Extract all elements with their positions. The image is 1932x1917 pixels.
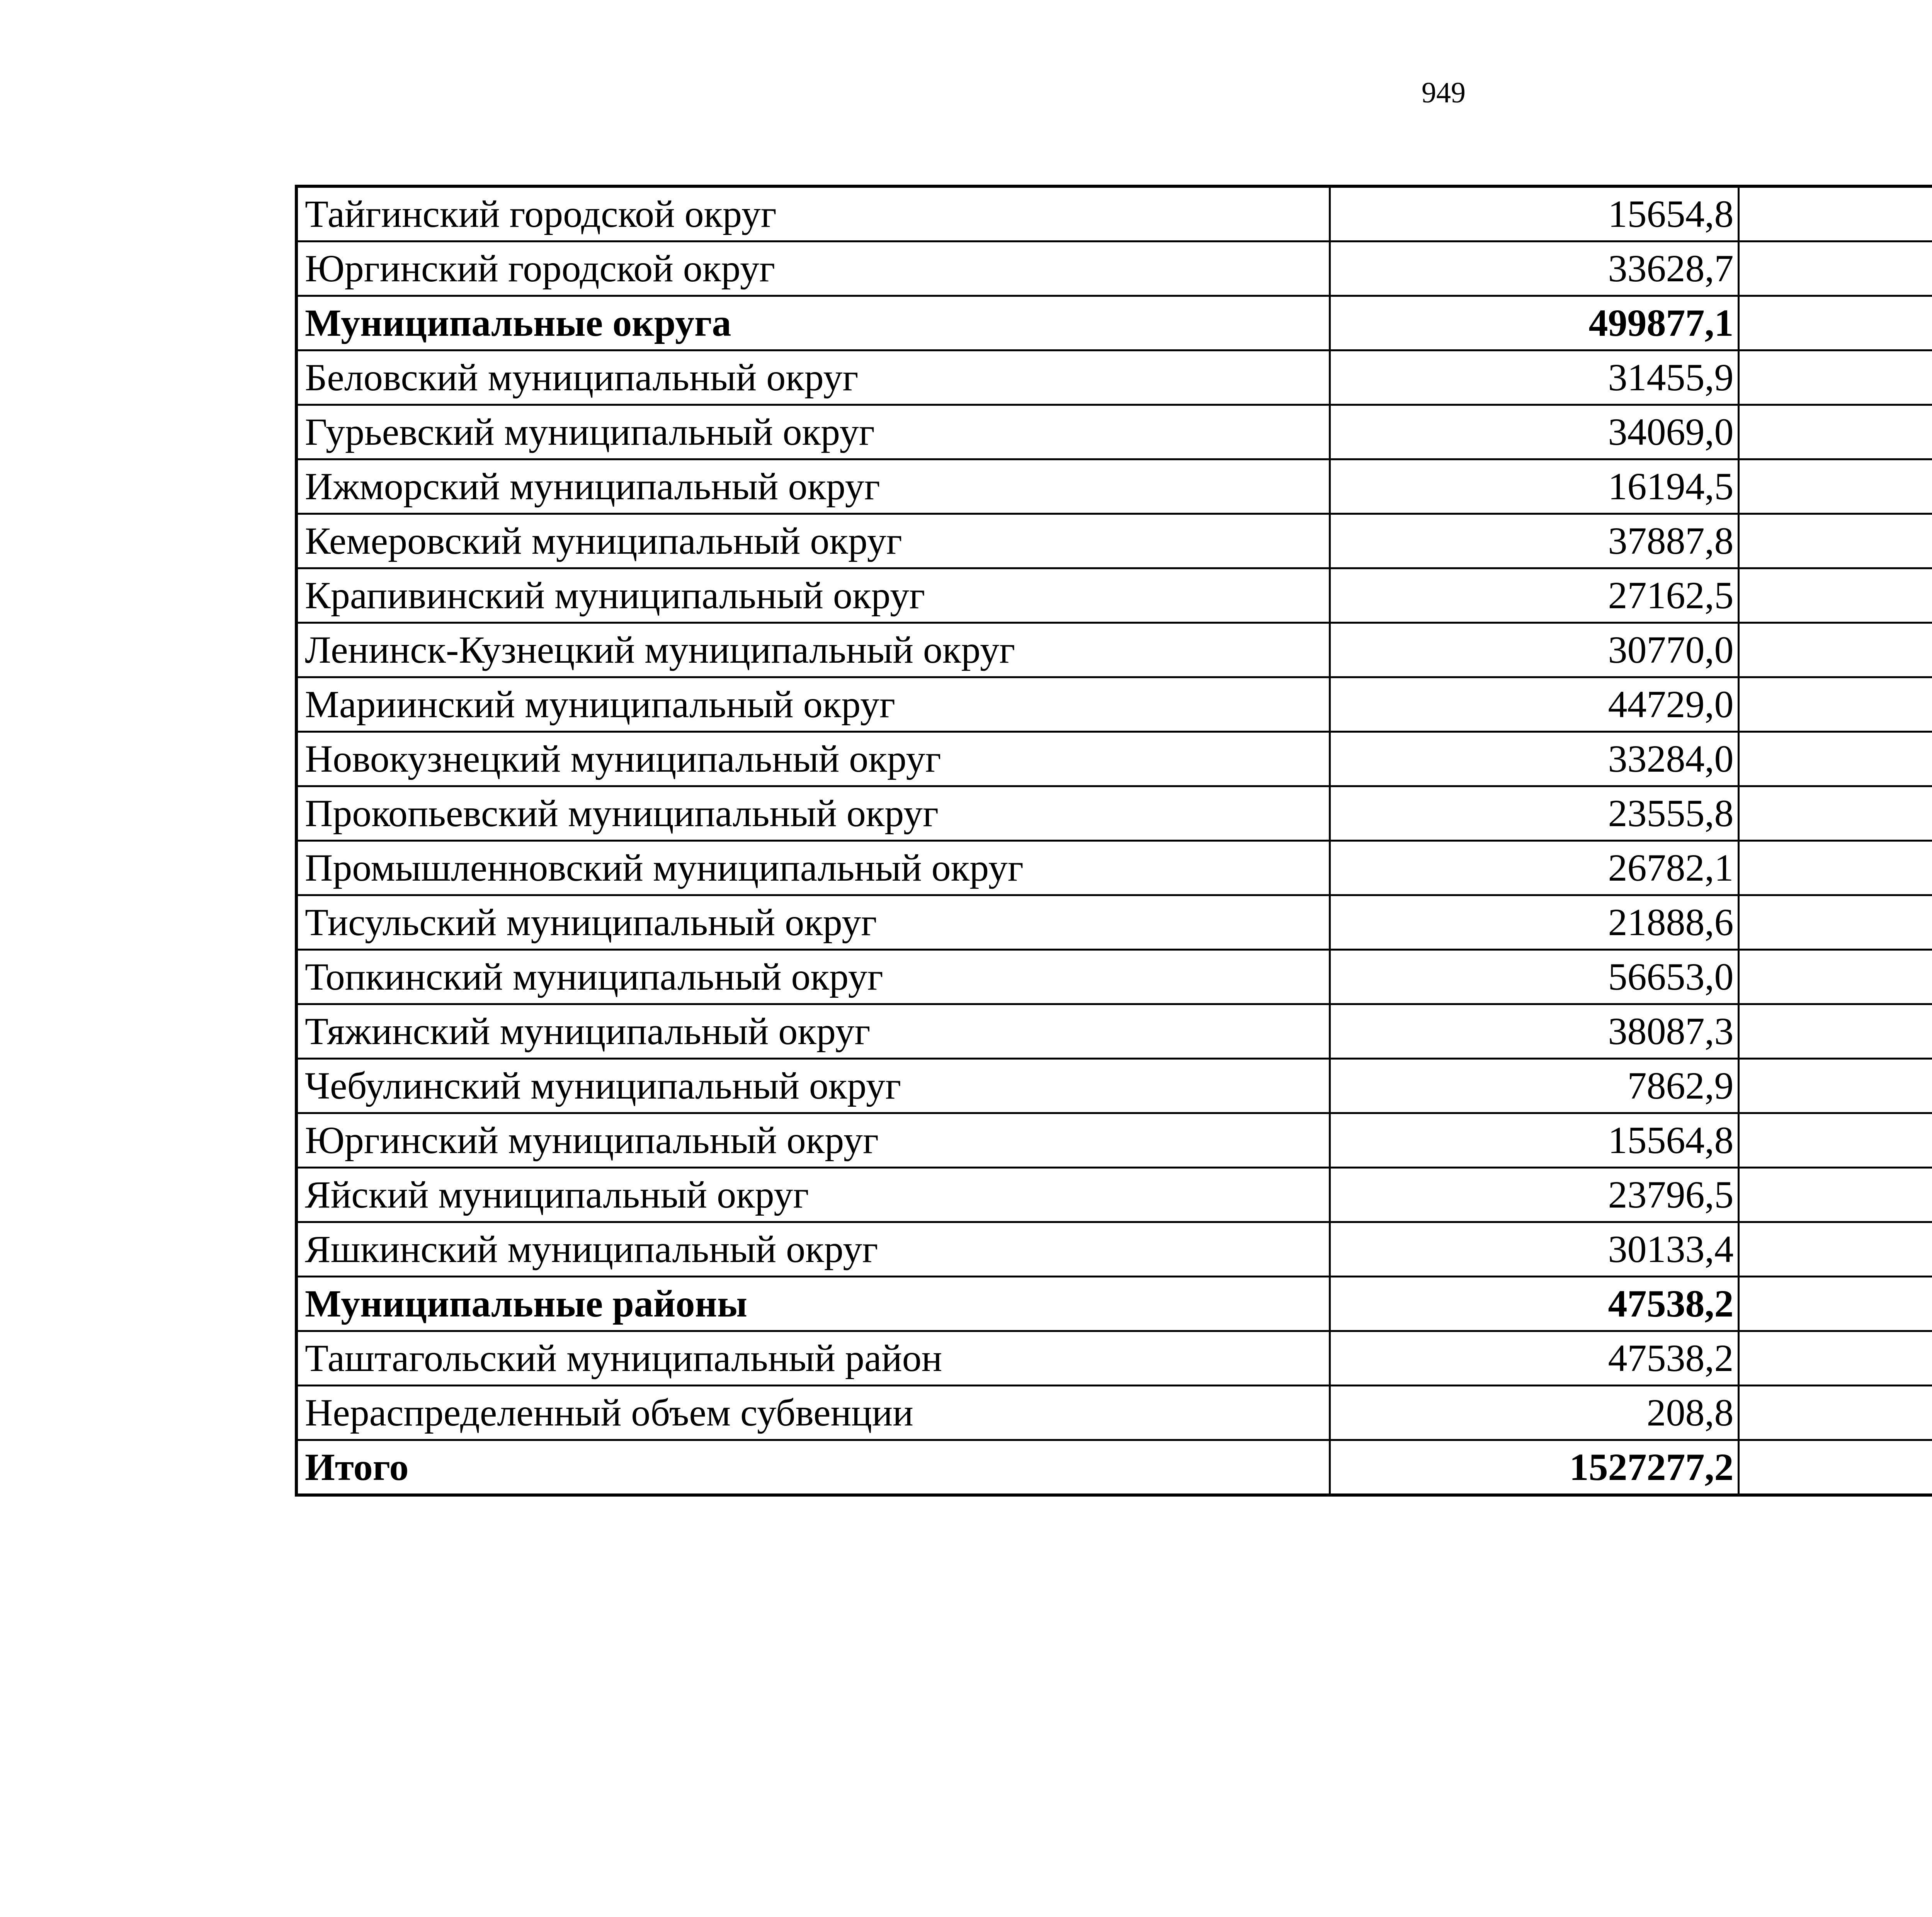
row-value-2-cell xyxy=(1738,950,1932,1004)
row-value-1-cell: 33628,7 xyxy=(1330,242,1738,296)
table-row xyxy=(296,514,1932,568)
table-body xyxy=(296,186,1932,1495)
table-row xyxy=(296,1113,1932,1168)
table-row xyxy=(296,786,1932,841)
row-name-cell: Промышленновский муниципальный округ xyxy=(296,841,1330,895)
table-row xyxy=(296,732,1932,786)
row-name-cell: Мариинский муниципальный округ xyxy=(296,677,1330,732)
row-value-1-cell: 208,8 xyxy=(1330,1386,1738,1440)
table-row xyxy=(296,895,1932,950)
table-row xyxy=(296,350,1932,405)
row-value-2-cell xyxy=(1738,1386,1932,1440)
row-value-2-cell xyxy=(1738,623,1932,677)
table-row xyxy=(296,296,1932,350)
row-value-1-cell: 30770,0 xyxy=(1330,623,1738,677)
table-row xyxy=(296,1222,1932,1277)
table-row xyxy=(296,841,1932,895)
row-value-1-cell: 499877,1 xyxy=(1330,296,1738,350)
row-value-2-cell xyxy=(1738,514,1932,568)
row-value-2-cell xyxy=(1738,1222,1932,1277)
table-row xyxy=(296,459,1932,514)
row-value-1-cell: 34069,0 xyxy=(1330,405,1738,459)
row-value-2-cell xyxy=(1738,405,1932,459)
row-name-cell: Крапивинский муниципальный округ xyxy=(296,568,1330,623)
row-value-2-cell xyxy=(1738,677,1932,732)
row-name-cell: Ленинск-Кузнецкий муниципальный округ xyxy=(296,623,1330,677)
row-value-1-cell: 15564,8 xyxy=(1330,1113,1738,1168)
table-row xyxy=(296,1059,1932,1113)
table-row xyxy=(296,623,1932,677)
row-name-cell: Беловский муниципальный округ xyxy=(296,350,1330,405)
row-value-1-cell: 26782,1 xyxy=(1330,841,1738,895)
table-row xyxy=(296,1440,1932,1495)
row-value-2-cell xyxy=(1738,568,1932,623)
row-value-1-cell: 27162,5 xyxy=(1330,568,1738,623)
table-row xyxy=(296,405,1932,459)
row-name-cell: Яшкинский муниципальный округ xyxy=(296,1222,1330,1277)
row-value-1-cell: 15654,8 xyxy=(1330,186,1738,242)
row-value-1-cell: 31455,9 xyxy=(1330,350,1738,405)
table-row xyxy=(296,1277,1932,1331)
row-value-2-cell xyxy=(1738,242,1932,296)
row-value-2-cell xyxy=(1738,1004,1932,1059)
row-value-2-cell xyxy=(1738,186,1932,242)
row-value-2-cell xyxy=(1738,1168,1932,1222)
row-name-cell: Муниципальные районы xyxy=(296,1277,1330,1331)
data-table xyxy=(295,185,1932,1497)
row-name-cell: Юргинский городской округ xyxy=(296,242,1330,296)
table-row xyxy=(296,186,1932,242)
row-value-2-cell xyxy=(1738,296,1932,350)
row-value-2-cell xyxy=(1738,459,1932,514)
row-value-1-cell: 21888,6 xyxy=(1330,895,1738,950)
row-name-cell: Яйский муниципальный округ xyxy=(296,1168,1330,1222)
row-name-cell: Тяжинский муниципальный округ xyxy=(296,1004,1330,1059)
row-name-cell: Гурьевский муниципальный округ xyxy=(296,405,1330,459)
row-value-2-cell xyxy=(1738,1331,1932,1386)
table-row xyxy=(296,568,1932,623)
row-value-2-cell xyxy=(1738,895,1932,950)
row-value-1-cell: 16194,5 xyxy=(1330,459,1738,514)
row-value-1-cell: 47538,2 xyxy=(1330,1277,1738,1331)
row-name-cell: Муниципальные округа xyxy=(296,296,1330,350)
row-name-cell: Тайгинский городской округ xyxy=(296,186,1330,242)
table-row xyxy=(296,950,1932,1004)
row-value-2-cell xyxy=(1738,1440,1932,1495)
table-row xyxy=(296,1004,1932,1059)
row-value-1-cell: 37887,8 xyxy=(1330,514,1738,568)
row-name-cell: Итого xyxy=(296,1440,1330,1495)
row-value-2-cell xyxy=(1738,1277,1932,1331)
row-name-cell: Прокопьевский муниципальный округ xyxy=(296,786,1330,841)
table-row xyxy=(296,677,1932,732)
row-name-cell: Чебулинский муниципальный округ xyxy=(296,1059,1330,1113)
table-row xyxy=(296,1168,1932,1222)
row-value-2-cell xyxy=(1738,1113,1932,1168)
row-value-1-cell: 23555,8 xyxy=(1330,786,1738,841)
row-name-cell: Новокузнецкий муниципальный округ xyxy=(296,732,1330,786)
page-number: 949 xyxy=(1422,77,1466,109)
row-value-2-cell xyxy=(1738,786,1932,841)
table-row xyxy=(296,1386,1932,1440)
row-value-1-cell: 56653,0 xyxy=(1330,950,1738,1004)
table-row xyxy=(296,242,1932,296)
row-value-1-cell: 47538,2 xyxy=(1330,1331,1738,1386)
row-name-cell: Тисульский муниципальный округ xyxy=(296,895,1330,950)
row-value-2-cell xyxy=(1738,350,1932,405)
row-name-cell: Таштагольский муниципальный район xyxy=(296,1331,1330,1386)
row-name-cell: Ижморский муниципальный округ xyxy=(296,459,1330,514)
row-name-cell: Юргинский муниципальный округ xyxy=(296,1113,1330,1168)
row-value-1-cell: 33284,0 xyxy=(1330,732,1738,786)
row-value-1-cell: 38087,3 xyxy=(1330,1004,1738,1059)
row-value-2-cell xyxy=(1738,732,1932,786)
row-name-cell: Топкинский муниципальный округ xyxy=(296,950,1330,1004)
row-value-1-cell: 23796,5 xyxy=(1330,1168,1738,1222)
row-value-1-cell: 7862,9 xyxy=(1330,1059,1738,1113)
row-value-2-cell xyxy=(1738,841,1932,895)
table-row xyxy=(296,1331,1932,1386)
row-value-2-cell xyxy=(1738,1059,1932,1113)
row-name-cell: Кемеровский муниципальный округ xyxy=(296,514,1330,568)
row-value-1-cell: 30133,4 xyxy=(1330,1222,1738,1277)
row-value-1-cell: 44729,0 xyxy=(1330,677,1738,732)
row-value-1-cell: 1527277,2 xyxy=(1330,1440,1738,1495)
row-name-cell: Нераспределенный объем субвенции xyxy=(296,1386,1330,1440)
